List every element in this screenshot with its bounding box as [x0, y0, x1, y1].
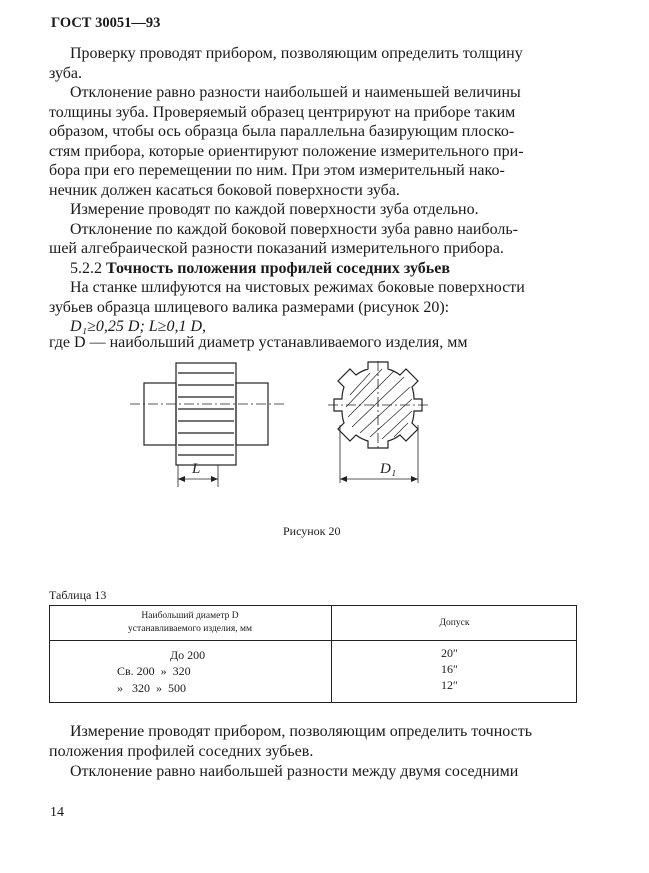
figure-20 [100, 355, 500, 500]
table-header-divider [49, 640, 577, 641]
table-cell-tolerance: 20″ [441, 646, 458, 660]
paragraph-line: Проверку проводят прибором, позволяющим определить толщину [70, 45, 523, 62]
paragraph-line: Отклонение равно наибольшей разности между двумя соседними [70, 763, 519, 780]
table-cell-size: До 200 [170, 648, 206, 662]
where-line: где D — наибольший диаметр устанавливаемого изделия, мм [49, 334, 468, 351]
section-title: Точность положения профилей соседних зубьев [106, 260, 450, 277]
paragraph-line: толщины зуба. Проверяемый образец центрируют на приборе таким [49, 104, 516, 121]
paragraph-line: положения профилей соседних зубьев. [49, 743, 314, 760]
paragraph-line: Отклонение равно разности наибольшей и наименьшей величины [70, 84, 521, 101]
table-header-col1-line2: устанавливаемого изделия, мм [128, 624, 252, 634]
paragraph-line: На станке шлифуются на чистовых режимах боковые поверхности [70, 279, 525, 296]
figure-label-d1: D₁ [380, 461, 397, 477]
paragraph-line: Отклонение по каждой боковой поверхности зуба равно наиболь- [70, 221, 518, 238]
page-number: 14 [50, 805, 64, 820]
figure-label-l: L [192, 461, 201, 477]
paragraph-line: стям прибора, которые ориентируют положение измерительного при- [49, 143, 524, 160]
paragraph-line: зуба. [49, 65, 83, 82]
paragraph-line: зубьев образца шлицевого валика размерами (рисунок 20): [49, 299, 450, 316]
section-heading [70, 259, 450, 279]
table-header-col2: Допуск [439, 618, 470, 628]
paragraph-line: нечник должен касаться боковой поверхности зуба. [49, 182, 400, 199]
table-title: Таблица 13 [49, 588, 107, 602]
paragraph-line: Измерение проводят по каждой поверхности зуба отдельно. [70, 201, 479, 218]
table-header-col1-line1: Наибольший диаметр D [141, 611, 239, 621]
shaft-side-view [130, 363, 284, 487]
paragraph-line: шей алгебраической разности показаний измерительного прибора. [49, 240, 504, 257]
table-header-col1 [60, 610, 320, 636]
paragraph-line: бора при его перемещении по ним. При этом измерительный нако- [49, 162, 505, 179]
table-cell-size: » 320 » 500 [117, 681, 186, 695]
section-number: 5.2.2 [70, 260, 102, 277]
shaft-cross-section [328, 361, 430, 483]
table-cell-tolerance: 16″ [441, 662, 458, 676]
formula: D₁≥0,25 D; L≥0,1 D, [70, 318, 207, 335]
table-cell-size: Св. 200 » 320 [117, 664, 191, 678]
table-cell-tolerance: 12″ [441, 678, 458, 692]
document-header: ГОСТ 30051—93 [51, 15, 161, 31]
figure-caption: Рисунок 20 [283, 524, 341, 538]
paragraph-line: образом, чтобы ось образца была параллельна базирующим плоско- [49, 123, 515, 140]
paragraph-line: Измерение проводят прибором, позволяющим определить точность [70, 723, 533, 740]
